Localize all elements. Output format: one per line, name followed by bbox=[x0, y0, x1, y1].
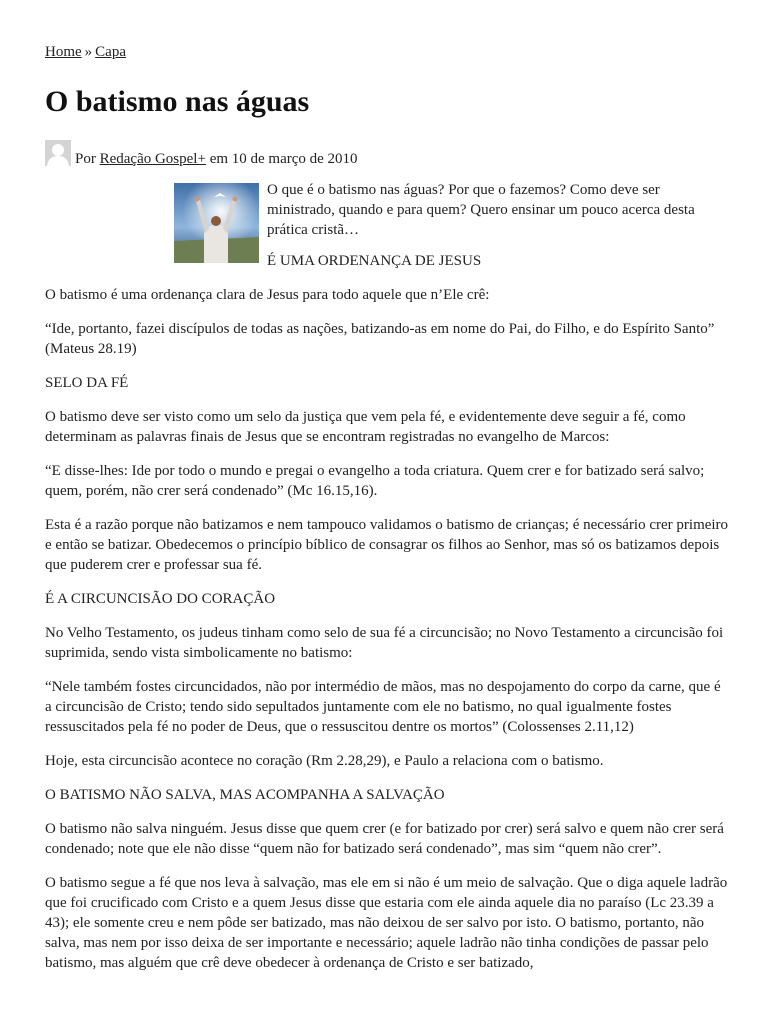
paragraph: O batismo deve ser visto como um selo da justiça que vem pela fé, e evidentemente deve seguir a fé, como determinam as palavras finais de Jesus que se encontram registradas no evangelho de Marcos: bbox=[45, 409, 686, 445]
paragraph: Hoje, esta circuncisão acontece no coração (Rm 2.28,29), e Paulo a relaciona com o batismo. bbox=[45, 753, 604, 769]
paragraph: Esta é a razão porque não batizamos e nem tampouco validamos o batismo de crianças; é necessário crer primeiro e então se batizar. Obedecemos o princípio bíblico de consagrar os filhos ao Senhor, mas só os batizamos depois que puderem crer e professar sua fé. bbox=[45, 517, 729, 573]
paragraph: O batismo não salva ninguém. Jesus disse que quem crer (e for batizado por crer) será salvo e quem não crer será condenado; note que ele não disse “quem não for batizado será condenado”, mas sim “quem não crer”. bbox=[45, 821, 724, 857]
avatar[interactable] bbox=[45, 140, 71, 166]
byline-prefix: Por bbox=[75, 151, 96, 167]
breadcrumb-current-link[interactable]: Capa bbox=[95, 44, 126, 60]
byline-text bbox=[75, 149, 358, 169]
section-heading: SELO DA FÉ bbox=[45, 375, 129, 391]
breadcrumb bbox=[45, 42, 126, 62]
article-thumbnail[interactable] bbox=[174, 183, 259, 263]
section-heading: O BATISMO NÃO SALVA, MAS ACOMPANHA A SALVAÇÃO bbox=[45, 787, 445, 803]
breadcrumb-home-link[interactable]: Home bbox=[45, 44, 82, 60]
worship-image-icon bbox=[174, 183, 259, 263]
post-date: em 10 de março de 2010 bbox=[209, 151, 358, 167]
intro-paragraph: O que é o batismo nas águas? Por que o fazemos? Como deve ser ministrado, quando e para quem? Quero ensinar um pouco acerca desta prática cristã… bbox=[267, 182, 695, 238]
quote-paragraph: “Ide, portanto, fazei discípulos de todas as nações, batizando-as em nome do Pai, do Filho, e do Espírito Santo” (Mateus 28.19) bbox=[45, 321, 715, 357]
paragraph: O batismo é uma ordenança clara de Jesus para todo aquele que n’Ele crê: bbox=[45, 287, 490, 303]
article-body bbox=[45, 180, 730, 987]
paragraph: No Velho Testamento, os judeus tinham como selo de sua fé a circuncisão; no Novo Testamento a circuncisão foi suprimida, sendo vista simbolicamente no batismo: bbox=[45, 625, 724, 661]
breadcrumb-separator: » bbox=[84, 44, 93, 60]
quote-paragraph: “E disse-lhes: Ide por todo o mundo e pregai o evangelho a toda criatura. Quem crer e for batizado será salvo; quem, porém, não crer será condenado” (Mc 16.15,16). bbox=[45, 463, 705, 499]
paragraph: O batismo segue a fé que nos leva à salvação, mas ele em si não é um meio de salvação. Que o diga aquele ladrão que foi crucificado com Cristo e a quem Jesus disse que estaria com ele ainda aquele dia no paraíso (Lc 23.39 a 43); ele somente creu e nem pôde ser batizado, mas não deixou de ser salvo por isto. O batismo, portanto, não salva, mas nem por isso deixa de ser importante e necessário; aquele ladrão não tinha condições de passar pelo batismo, mas alguém que crê deve obedecer à ordenança de Cristo e ser batizado, bbox=[45, 875, 728, 971]
page-title: O batismo nas águas bbox=[45, 85, 310, 118]
user-silhouette-icon bbox=[45, 140, 71, 166]
section-heading: É A CIRCUNCISÃO DO CORAÇÃO bbox=[45, 591, 276, 607]
author-link[interactable]: Redação Gospel+ bbox=[99, 151, 206, 167]
quote-paragraph: “Nele também fostes circuncidados, não por intermédio de mãos, mas no despojamento do corpo da carne, que é a circuncisão de Cristo; tendo sido sepultados juntamente com ele no batismo, no qual igualmente fostes ressuscitados pela fé no poder de Deus, que o ressuscitou dentre os mortos” (Colossenses 2.11,12) bbox=[45, 679, 721, 735]
section-heading: É UMA ORDENANÇA DE JESUS bbox=[267, 253, 482, 269]
